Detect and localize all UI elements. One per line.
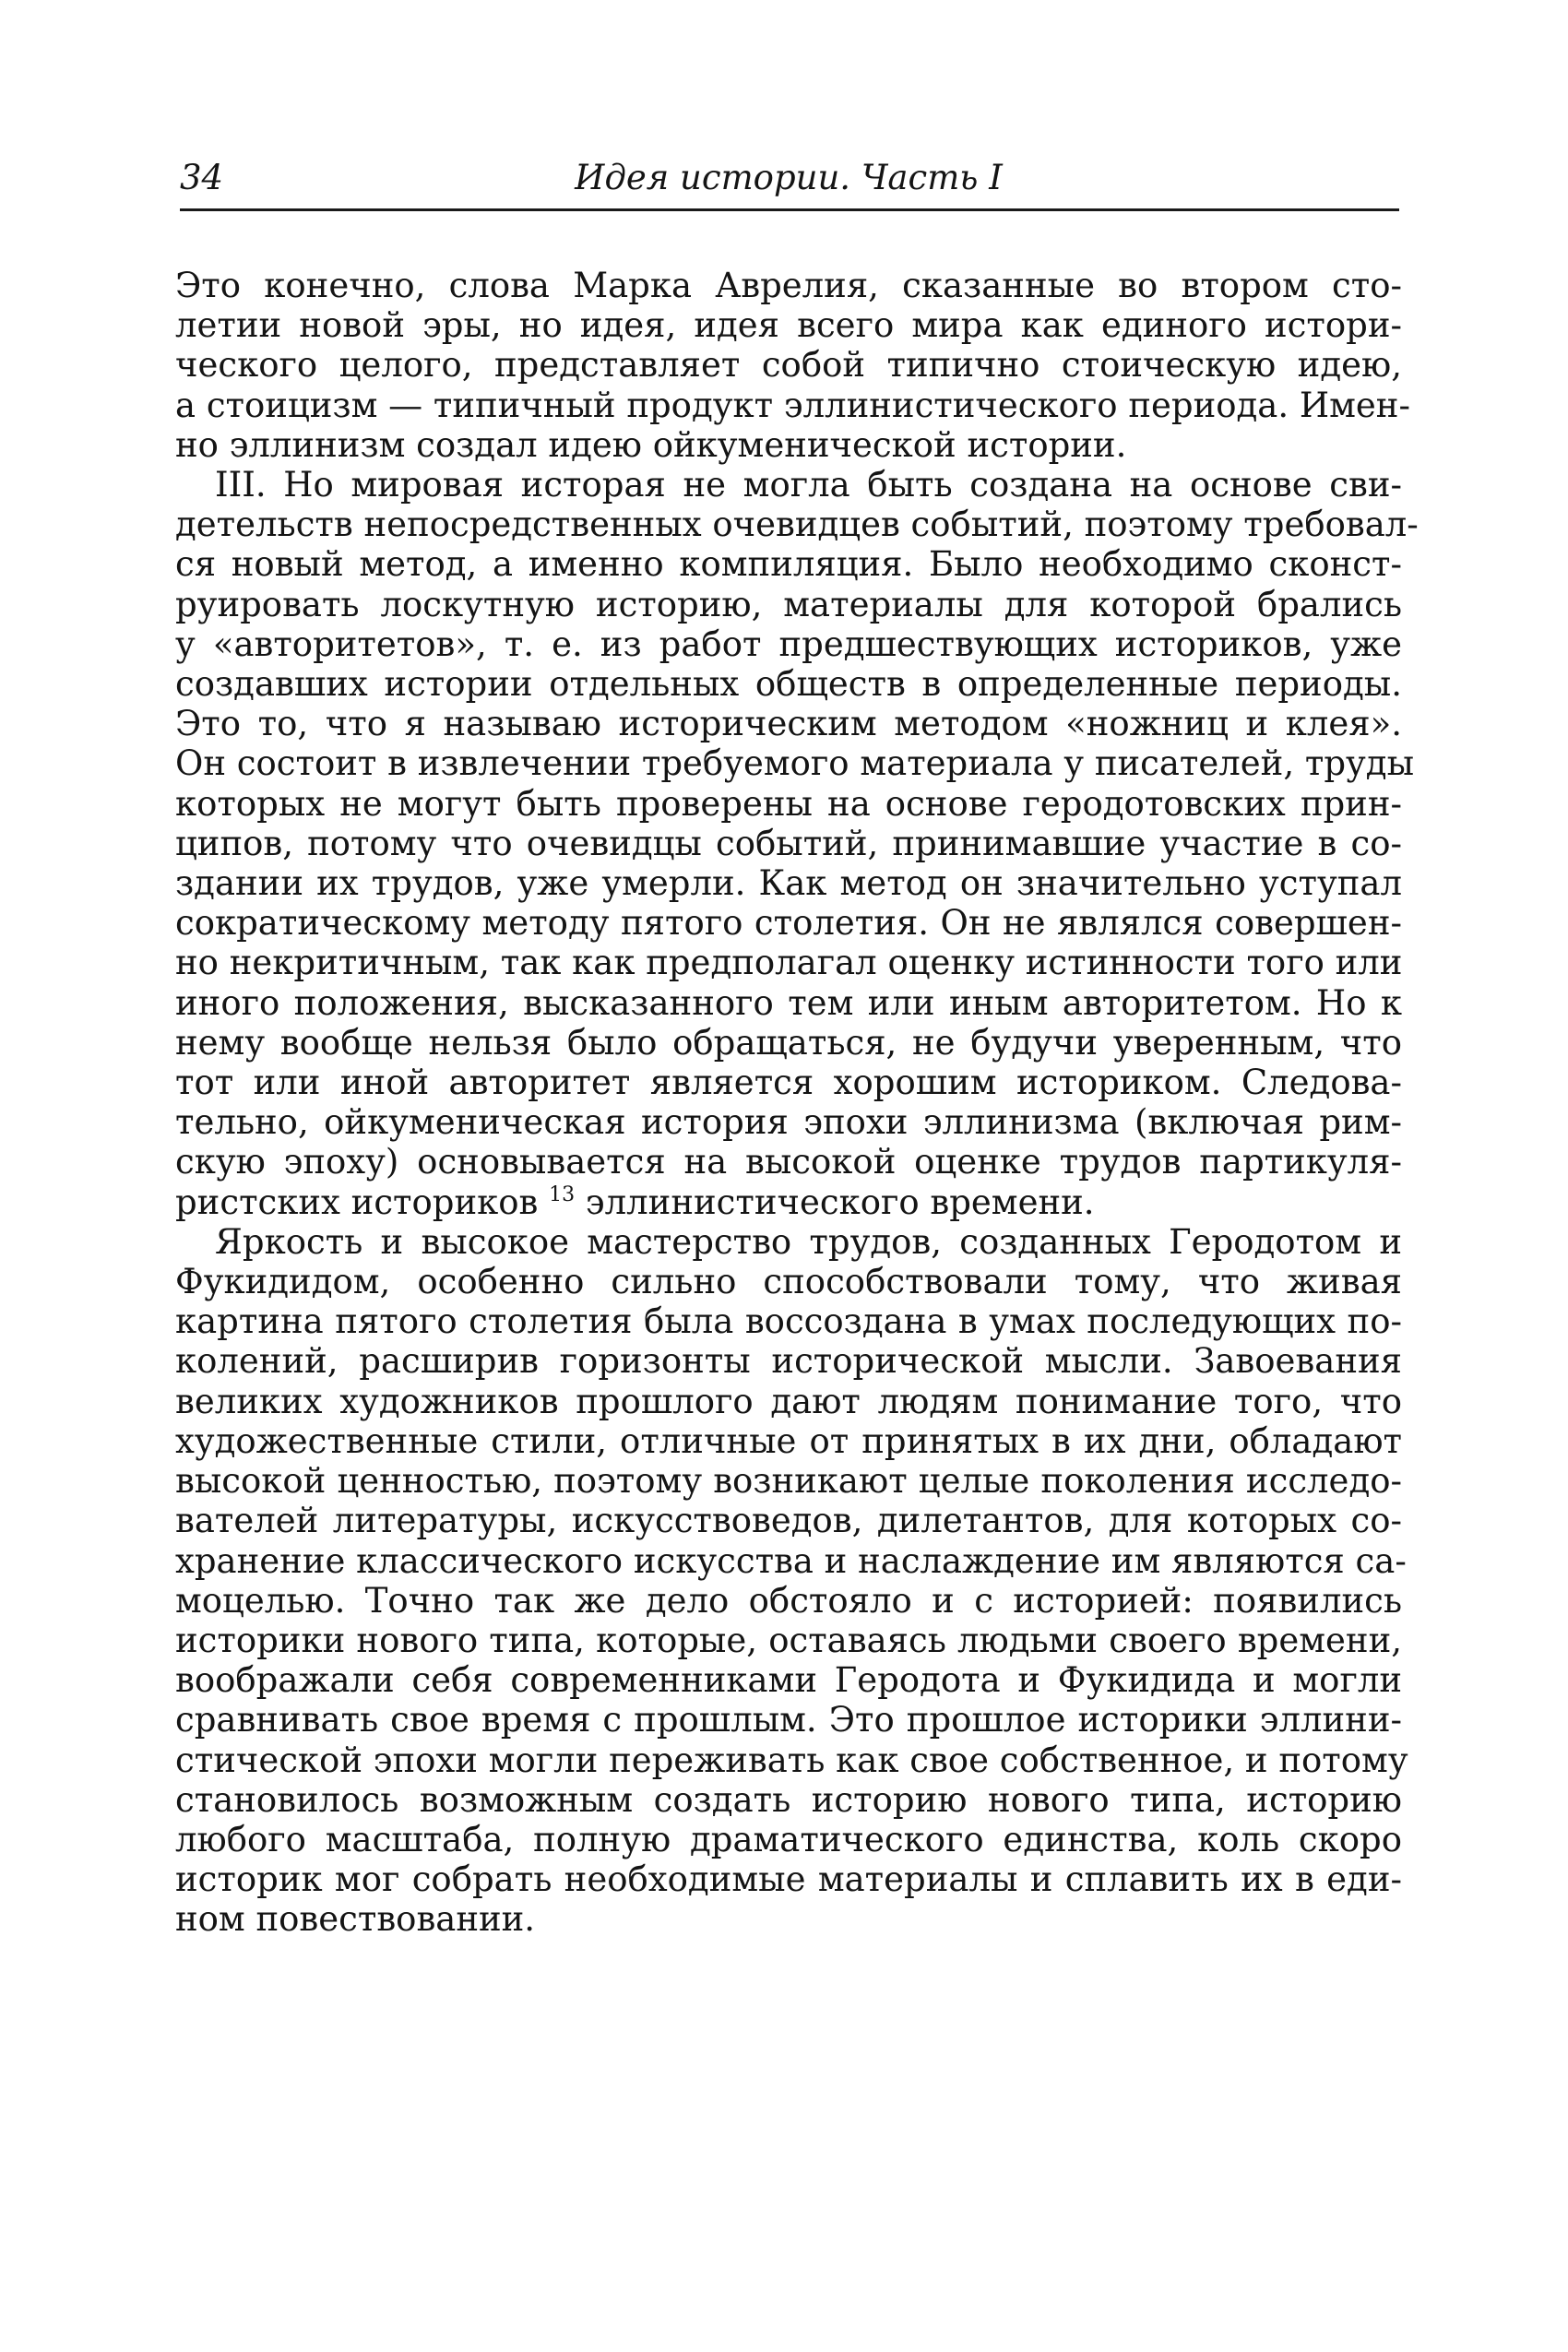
text-line: воображали себя современниками Геродота и Фукидида и могли bbox=[175, 1660, 1402, 1701]
text-line: которых не могут быть проверены на основе геродотовских прин- bbox=[175, 783, 1402, 824]
paragraph bbox=[175, 1221, 1408, 1940]
line-text: ристских историков bbox=[175, 1182, 539, 1222]
text-line: III. Но мировая истоpая не могла быть создана на основе сви- bbox=[215, 465, 1402, 505]
text-line bbox=[175, 1182, 1402, 1222]
text-line: у «авторитетов», т. е. из работ предшествующих историков, уже bbox=[175, 624, 1402, 664]
text-line: тот или иной авторитет является хорошим историком. Следова- bbox=[175, 1063, 1402, 1103]
text-line: хранение классического искусства и наслаждение им являются са- bbox=[175, 1540, 1407, 1581]
running-title: Идея истории. Часть I bbox=[575, 158, 1003, 197]
text-line: скую эпоху) основывается на высокой оценке трудов партикуля- bbox=[175, 1142, 1402, 1182]
text-line: картина пятого столетия была воссоздана в умах последующих по- bbox=[175, 1301, 1402, 1342]
paragraph bbox=[175, 266, 1410, 465]
text-line: Это конечно, слова Марка Аврелия, сказанные во втором сто- bbox=[175, 266, 1402, 305]
text-line: иного положения, высказанного тем или иным авторитетом. Но к bbox=[175, 982, 1402, 1023]
text-line: но некритичным, так как предполагал оценку истинности того или bbox=[175, 943, 1403, 983]
page-number: 34 bbox=[180, 158, 224, 197]
paragraph bbox=[175, 465, 1419, 1222]
header-rule bbox=[180, 208, 1399, 211]
text-line: сравнивать свое время с прошлым. Это прошлое историки эллини- bbox=[175, 1700, 1402, 1740]
text-line: но эллинизм создал идею ойкуменической истории. bbox=[175, 424, 1127, 465]
text-line: ся новый метод, а именно компиляция. Было необходимо сконст- bbox=[175, 544, 1402, 585]
text-line: стической эпохи могли переживать как свое собственное, и потому bbox=[175, 1740, 1408, 1780]
text-line: ном повествовании. bbox=[175, 1899, 536, 1940]
text-line: руировать лоскутную историю, материалы для которой брались bbox=[175, 584, 1402, 624]
text-line: детельств непосредственных очевидцев событий, поэтому требовал- bbox=[175, 505, 1419, 545]
text-line: тельно, ойкуменическая история эпохи эллинизма (включая рим- bbox=[175, 1102, 1402, 1143]
text-line: вателей литературы, искусствоведов, дилетантов, для которых со- bbox=[175, 1501, 1402, 1541]
text-line: здании их трудов, уже умерли. Как метод он значительно уступал bbox=[175, 863, 1402, 904]
text-line: ципов, потому что очевидцы событий, принимавшие участие в со- bbox=[175, 823, 1402, 863]
text-line: историк мог собрать необходимые материалы и сплавить их в еди- bbox=[175, 1859, 1402, 1900]
text-line: колений, расширив горизонты исторической мысли. Завоевания bbox=[175, 1341, 1402, 1382]
text-line: высокой ценностью, поэтому возникают целые поколения исследо- bbox=[175, 1461, 1402, 1502]
text-line: моцелью. Точно так же дело обстояло и с историей: появились bbox=[175, 1580, 1402, 1621]
body-text bbox=[175, 266, 1419, 1940]
text-line: художественные стили, отличные от принятых в их дни, обладают bbox=[175, 1420, 1402, 1461]
text-line: Фукидидом, особенно сильно способствовали тому, что живая bbox=[175, 1262, 1402, 1302]
text-line: становилось возможным создать историю нового типа, историю bbox=[175, 1779, 1402, 1820]
line-text-tail: эллинистического времени. bbox=[585, 1182, 1095, 1222]
text-line: историки нового типа, которые, оставаясь людьми своего времени, bbox=[175, 1620, 1402, 1660]
text-line: любого масштаба, полную драматического единства, коль скоро bbox=[175, 1819, 1402, 1859]
footnote-marker: 13 bbox=[549, 1182, 576, 1206]
text-line: нему вообще нельзя было обращаться, не будучи уверенным, что bbox=[175, 1022, 1402, 1063]
text-line: сократическому методу пятого столетия. Он не являлся совершен- bbox=[175, 903, 1402, 944]
page-header bbox=[180, 155, 1397, 201]
text-line: а стоицизм — типичный продукт эллинистического периода. Имен- bbox=[175, 385, 1410, 425]
text-line: Это то, что я называю историческим методом «ножниц и клея». bbox=[175, 704, 1402, 744]
text-line: Он состоит в извлечении требуемого материала у писателей, труды bbox=[175, 743, 1415, 784]
text-line: создавших истории отдельных обществ в определенные периоды. bbox=[175, 664, 1402, 705]
text-line: великих художников прошлого дают людям понимание того, что bbox=[175, 1381, 1402, 1421]
text-line: ческого целого, представляет собой типично стоическую идею, bbox=[175, 345, 1402, 386]
text-line: Яркость и высокое мастерство трудов, созданных Геродотом и bbox=[215, 1221, 1402, 1262]
text-line: летии новой эры, но идея, идея всего мира как единого истори- bbox=[175, 305, 1402, 346]
